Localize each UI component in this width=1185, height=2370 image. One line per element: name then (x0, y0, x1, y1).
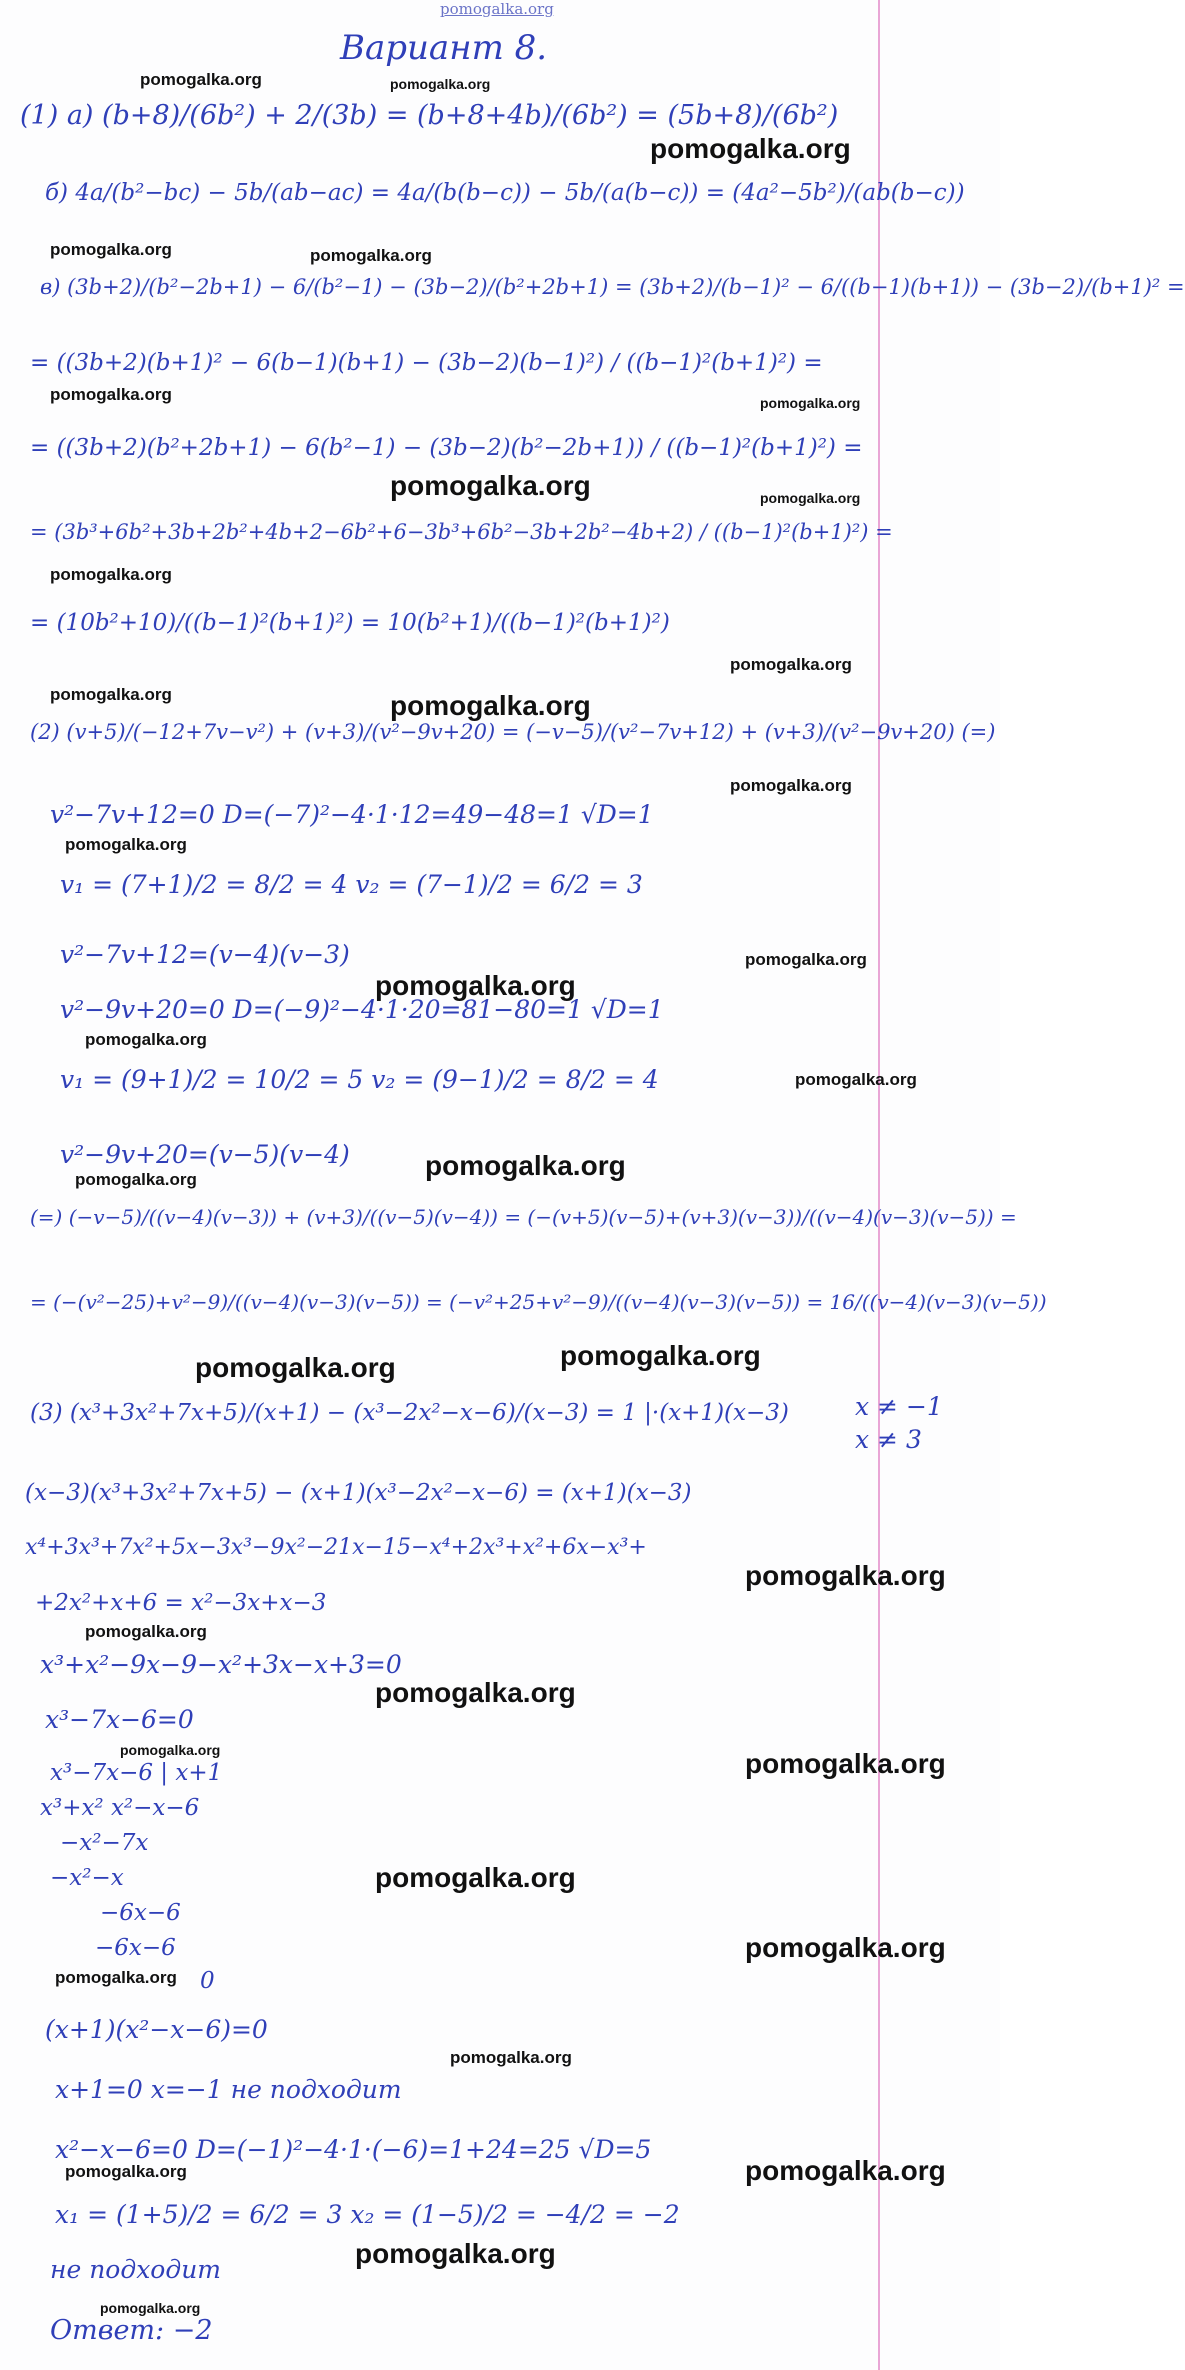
task3-line3: x⁴+3x³+7x²+5x−3x³−9x²−21x−15−x⁴+2x³+x²+6x−x³+ (25, 1535, 647, 1560)
task1-b: б) 4a/(b²−bc) − 5b/(ab−ac) = 4a/(b(b−c)) − 5b/(a(b−c)) = (4a²−5b²)/(ab(b−c)) (45, 180, 965, 206)
watermark: pomogalka.org (85, 1030, 207, 1049)
watermark: pomogalka.org (140, 70, 262, 89)
watermark: pomogalka.org (390, 690, 591, 721)
watermark: pomogalka.org (65, 2162, 187, 2181)
watermark: pomogalka.org (50, 240, 172, 259)
task3-line2: (x−3)(x³+3x²+7x+5) − (x+1)(x³−2x²−x−6) = (x+1)(x−3) (25, 1480, 692, 1506)
task3-division-remainder: 0 (200, 1968, 215, 1994)
task3-line10: x₁ = (1+5)/2 = 6/2 = 3 x₂ = (1−5)/2 = −4/2 = −2 (55, 2200, 680, 2229)
task2-line3: v₁ = (7+1)/2 = 8/2 = 4 v₂ = (7−1)/2 = 6/2 = 3 (60, 870, 643, 899)
task2-line7: v²−9v+20=(v−5)(v−4) (60, 1140, 350, 1169)
watermark: pomogalka.org (75, 1170, 197, 1189)
watermark: pomogalka.org (65, 835, 187, 854)
watermark: pomogalka.org (355, 2238, 556, 2269)
task3-division-line6: −6x−6 (95, 1935, 176, 1961)
watermark: pomogalka.org (745, 1560, 946, 1591)
task3-division-line1: x³−7x−6 | x+1 (50, 1760, 223, 1786)
task2-line4: v²−7v+12=(v−4)(v−3) (60, 940, 350, 969)
task1-v-line3: = ((3b+2)(b²+2b+1) − 6(b²−1) − (3b−2)(b²−2b+1)) / ((b−1)²(b+1)²) = (30, 435, 863, 461)
watermark: pomogalka.org (375, 1862, 576, 1893)
task2-line8: (=) (−v−5)/((v−4)(v−3)) + (v+3)/((v−5)(v−4)) = (−(v+5)(v−5)+(v+3)(v−3))/((v−4)(v−3)(v−5)) = (30, 1205, 1017, 1229)
task1-v-line4: = (3b³+6b²+3b+2b²+4b+2−6b²+6−3b³+6b²−3b+2b²−4b+2) / ((b−1)²(b+1)²) = (30, 520, 893, 544)
task3-line5: x³+x²−9x−9−x²+3x−x+3=0 (40, 1650, 402, 1679)
watermark: pomogalka.org (390, 470, 591, 501)
watermark: pomogalka.org (450, 2048, 572, 2067)
watermark: pomogalka.org (745, 1932, 946, 1963)
task3-line6: x³−7x−6=0 (45, 1705, 194, 1734)
watermark: pomogalka.org (120, 1742, 221, 1758)
watermark: pomogalka.org (85, 1622, 207, 1641)
answer: Ответ: −2 (50, 2315, 213, 2346)
task2-line2: v²−7v+12=0 D=(−7)²−4·1·12=49−48=1 √D=1 (50, 800, 654, 829)
task2-line6: v₁ = (9+1)/2 = 10/2 = 5 v₂ = (9−1)/2 = 8/2 = 4 (60, 1065, 659, 1094)
watermark: pomogalka.org (390, 76, 491, 92)
watermark: pomogalka.org (50, 565, 172, 584)
task1-v-line1: в) (3b+2)/(b²−2b+1) − 6/(b²−1) − (3b−2)/(b²+2b+1) = (3b+2)/(b−1)² − 6/((b−1)(b+1)) − (3b−2)/(b+1)² = (40, 275, 1185, 299)
page-title: Вариант 8. (340, 28, 548, 68)
task3-line8: x+1=0 x=−1 не подходит (55, 2075, 402, 2104)
watermark: pomogalka.org (310, 246, 432, 265)
task3-line11: не подходит (50, 2255, 222, 2284)
watermark: pomogalka.org (195, 1352, 396, 1383)
task3-line4: +2x²+x+6 = x²−3x+x−3 (35, 1590, 327, 1616)
watermark: pomogalka.org (745, 1748, 946, 1779)
task3-division-line3: −x²−7x (60, 1830, 149, 1856)
watermark: pomogalka.org (375, 1677, 576, 1708)
watermark: pomogalka.org (55, 1968, 177, 1987)
watermark: pomogalka.org (650, 133, 851, 164)
watermark: pomogalka.org (425, 1150, 626, 1181)
task3-division-line2: x³+x² x²−x−6 (40, 1795, 200, 1821)
task3-line7: (x+1)(x²−x−6)=0 (45, 2015, 268, 2044)
task3-division-line4: −x²−x (50, 1865, 124, 1891)
site-mark[interactable]: pomogalka.org (440, 0, 554, 18)
task3-line1: (3) (x³+3x²+7x+5)/(x+1) − (x³−2x²−x−6)/(x−3) = 1 |·(x+1)(x−3) (30, 1400, 789, 1426)
margin-line (878, 0, 880, 2370)
watermark: pomogalka.org (560, 1340, 761, 1371)
watermark: pomogalka.org (375, 970, 576, 1001)
watermark: pomogalka.org (760, 490, 861, 506)
task2-line5: v²−9v+20=0 D=(−9)²−4·1·20=81−80=1 √D=1 (60, 995, 664, 1024)
task2-line1: (2) (v+5)/(−12+7v−v²) + (v+3)/(v²−9v+20) = (−v−5)/(v²−7v+12) + (v+3)/(v²−9v+20) (=) (30, 720, 996, 744)
watermark: pomogalka.org (730, 655, 852, 674)
task2-line9: = (−(v²−25)+v²−9)/((v−4)(v−3)(v−5)) = (−v²+25+v²−9)/((v−4)(v−3)(v−5)) = 16/((v−4)(v−3)(v−5)) (30, 1290, 1047, 1314)
watermark: pomogalka.org (745, 950, 867, 969)
task1-a: (1) a) (b+8)/(6b²) + 2/(3b) = (b+8+4b)/(6b²) = (5b+8)/(6b²) (20, 100, 839, 131)
task3-condition1: x ≠ −1 (855, 1392, 943, 1421)
watermark: pomogalka.org (50, 385, 172, 404)
task3-condition2: x ≠ 3 (855, 1425, 922, 1454)
watermark: pomogalka.org (760, 395, 861, 411)
watermark: pomogalka.org (730, 776, 852, 795)
task3-division-line5: −6x−6 (100, 1900, 181, 1926)
watermark: pomogalka.org (50, 685, 172, 704)
watermark: pomogalka.org (100, 2300, 201, 2316)
task3-line9: x²−x−6=0 D=(−1)²−4·1·(−6)=1+24=25 √D=5 (55, 2135, 652, 2164)
task1-v-line5: = (10b²+10)/((b−1)²(b+1)²) = 10(b²+1)/((b−1)²(b+1)²) (30, 610, 670, 636)
watermark: pomogalka.org (795, 1070, 917, 1089)
watermark: pomogalka.org (745, 2155, 946, 2186)
task1-v-line2: = ((3b+2)(b+1)² − 6(b−1)(b+1) − (3b−2)(b−1)²) / ((b−1)²(b+1)²) = (30, 350, 823, 376)
